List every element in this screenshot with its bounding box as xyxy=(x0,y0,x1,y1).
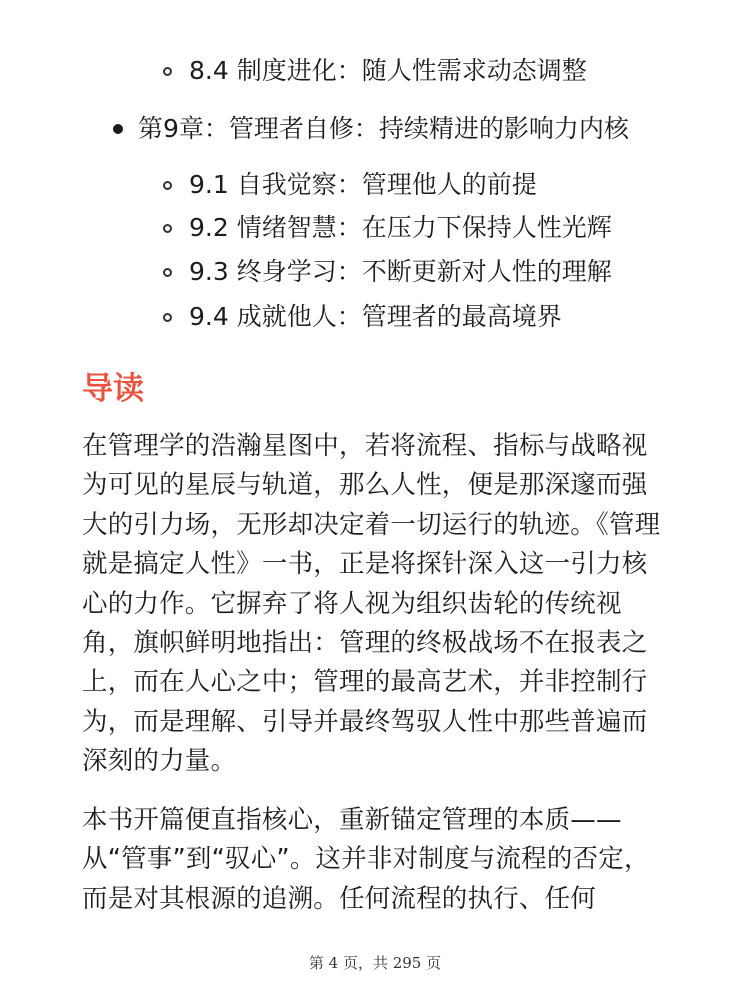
toc-item[interactable] xyxy=(163,54,587,88)
toc-item-label: 9.4 成就他人：管理者的最高境界 xyxy=(189,302,562,331)
body-paragraph: 本书开篇便直指核心，重新锚定管理的本质——从“管事”到“驭心”。这并非对制度与流程的否定，而是对其根源的追溯。任何流程的执行、任何 xyxy=(82,805,650,914)
toc-item-label: 9.3 终身学习：不断更新对人性的理解 xyxy=(189,257,612,286)
filled-bullet-icon xyxy=(113,124,123,134)
hollow-bullet-icon xyxy=(163,224,172,233)
toc-item-label: 9.2 情绪智慧：在压力下保持人性光辉 xyxy=(189,213,612,242)
toc-chapter-label: 第9章：管理者自修：持续精进的影响力内核 xyxy=(138,114,629,143)
toc-item-label: 9.1 自我觉察：管理他人的前提 xyxy=(189,170,537,199)
toc-item[interactable] xyxy=(163,211,612,245)
toc-item-label: 8.4 制度进化：随人性需求动态调整 xyxy=(189,56,587,85)
hollow-bullet-icon xyxy=(163,181,172,190)
hollow-bullet-icon xyxy=(163,268,172,277)
body-paragraph: 在管理学的浩瀚星图中，若将流程、指标与战略视为可见的星辰与轨道，那么人性，便是那深邃而强大的引力场，无形却决定着一切运行的轨迹。《管理就是搞定人性》一书，正是将探针深入这一引力核心的力作。它摒弃了将人视为组织齿轮的传统视角，旗帜鲜明地指出：管理的终极战场不在报表之上，而在人心之中；管理的最高艺术，并非控制行为，而是理解、引导并最终驾驭人性中那些普遍而深刻的力量。 xyxy=(82,431,661,777)
hollow-bullet-icon xyxy=(163,67,172,76)
toc-item[interactable] xyxy=(163,255,612,289)
hollow-bullet-icon xyxy=(163,313,172,322)
toc-item[interactable] xyxy=(163,300,562,334)
toc-item[interactable] xyxy=(163,168,537,202)
page-number-footer: 第 4 页，共 295 页 xyxy=(308,954,442,972)
section-heading: 导读 xyxy=(82,371,144,407)
toc-chapter-item[interactable] xyxy=(113,112,629,146)
